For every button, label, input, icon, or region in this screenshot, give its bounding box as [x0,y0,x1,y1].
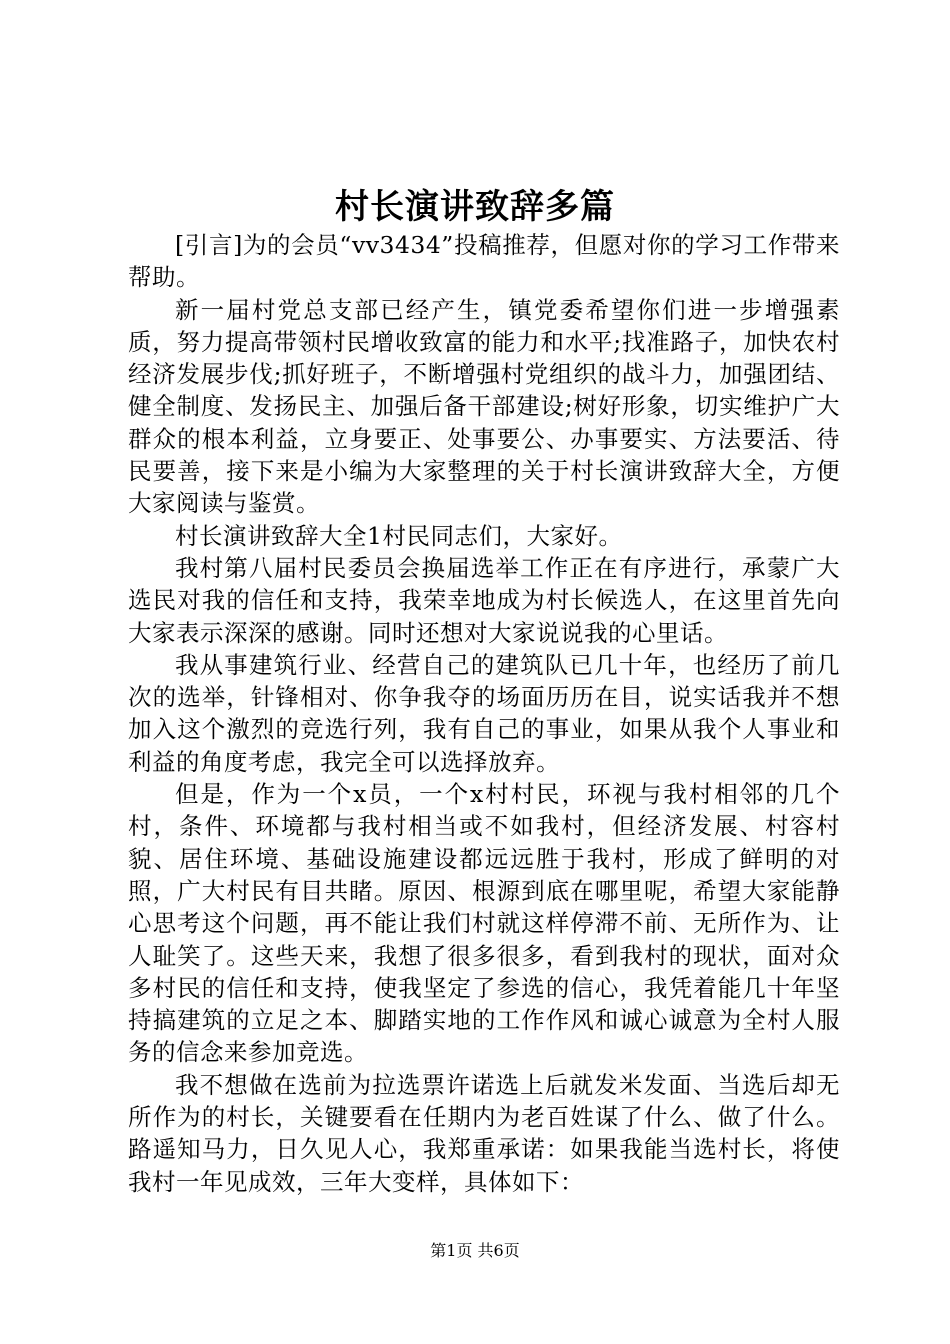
paragraph-motivation: 但是，作为一个x员，一个x村村民，环视与我村相邻的几个村，条件、环境都与我村相当或不如我村，但经济发展、村容村貌、居住环境、基础设施建设都远远胜于我村，形成了鲜明的对照，广大村民有目共睹。原因、根源到底在哪里呢，希望大家能静心思考这个问题，再不能让我们村就这样停滞不前、无所作为、让人耻笑了。这些天来，我想了很多很多，看到我村的现状，面对众多村民的信任和支持，使我坚定了参选的信心，我凭着能几十年坚持搞建筑的立足之本、脚踏实地的工作作风和诚心诚意为全村人服务的信念来参加竞选。 [128,780,840,1067]
paragraph-background: 我从事建筑行业、经营自己的建筑队已几十年，也经历了前几次的选举，针锋相对、你争我夺的场面历历在目，说实话我并不想加入这个激烈的竞选行列，我有自己的事业，如果从我个人事业和利益的角度考虑，我完全可以选择放弃。 [128,650,840,776]
paragraph-election: 我村第八届村民委员会换届选举工作正在有序进行，承蒙广大选民对我的信任和支持，我荣幸地成为村长候选人，在这里首先向大家表示深深的感谢。同时还想对大家说说我的心里话。 [128,553,840,647]
document-title: 村长演讲致辞多篇 [335,187,615,227]
paragraph-greeting: 村长演讲致辞大全1村民同志们，大家好。 [175,521,623,550]
page-footer: 第1页 共6页 [430,1241,520,1260]
paragraph-party-branch: 新一届村党总支部已经产生，镇党委希望你们进一步增强素质，努力提高带领村民增收致富的能力和水平;找准路子，加快农村经济发展步伐;抓好班子，不断增强村党组织的战斗力，加强团结、健全制度、发扬民主、加强后备干部建设;树好形象，切实维护广大群众的根本利益，立身要正、处事要公、办事要实、方法要活、待民要善，接下来是小编为大家整理的关于村长演讲致辞大全，方便大家阅读与鉴赏。 [128,295,840,518]
paragraph-intro: [引言]为的会员“vv3434”投稿推荐，但愿对你的学习工作带来帮助。 [128,231,840,292]
document-body [128,229,840,1198]
paragraph-promise: 我不想做在选前为拉选票许诺选上后就发米发面、当选后却无所作为的村长，关键要看在任期内为老百姓谋了什么、做了什么。路遥知马力，日久见人心，我郑重承诺：如果我能当选村长，将使我村一年见成效，三年大变样，具体如下： [128,1070,840,1196]
